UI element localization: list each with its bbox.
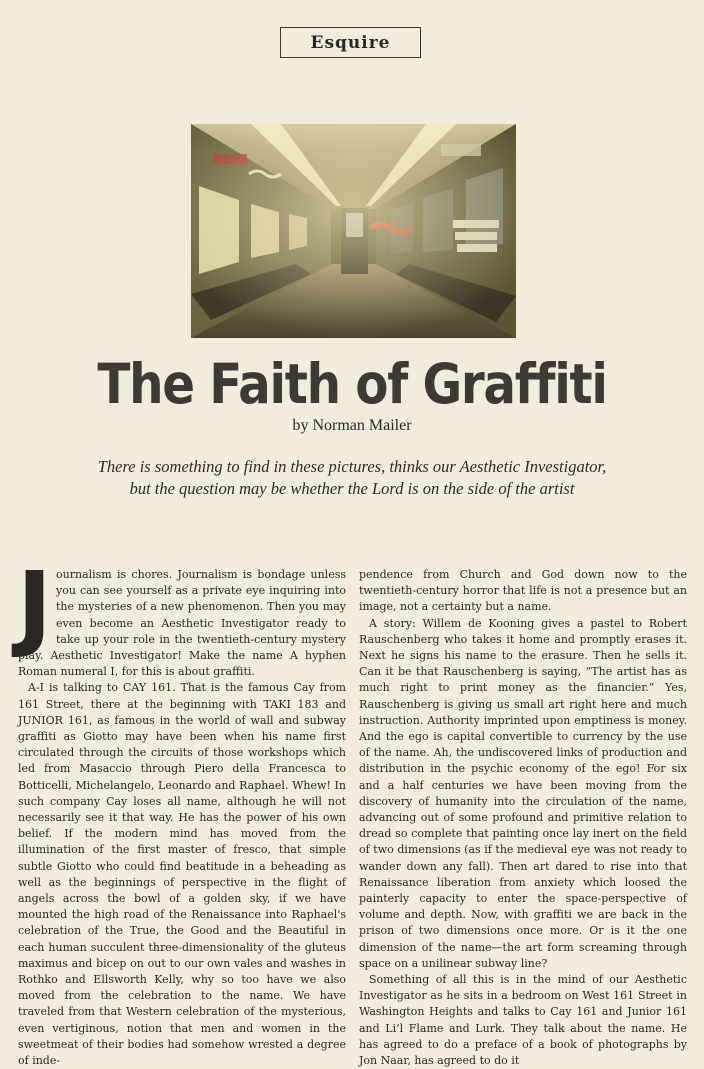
article-title: The Faith of Graffiti <box>97 352 607 416</box>
paragraph: A story: Willem de Kooning gives a pastel to Robert Rauschenberg who takes it home and promptly erases it. Next he signs his name to the erasure. Then he sells it. Can it be that Rauschenberg is saying, “The artist has as much right to print money as the financier.” Yes, Rauschenberg is giving us small art right here and much instruction. Authority imprinted upon emptiness is money. And the ego is capital convertible to currency by the use of the name. Ah, the undiscovered links of production and distribution in the psychic economy of the ego! For six and a half centuries we have been moving from the discovery of humanity into the circulation of the name, advancing out of some profound and primitive relation to dread so complete that painting once lay inert on the field of two dimensions (as if the medieval eye was not ready to wander down any fall). Then art dared to rise into that Renaissance liberation from anxiety which loosed the painterly capacity to enter the space-perspective of volume and depth. Now, with graffiti we are back in the prison of two dimensions once more. Or is it the one dimension of the name—the art form screaming through space on a unilinear subway line? <box>359 616 687 970</box>
deck-line-2: but the question may be whether the Lord is on the side of the artist <box>129 479 575 498</box>
article-deck <box>60 456 644 500</box>
paragraph: Something of all this is in the mind of our Aesthetic Investigator as he sits in a bedroom on West 161 Street in Washington Heights and talks to Cay 161 and Junior 161 and Li’l Flame and Lurk. They talk about the name. He has agreed to do a preface of a book of photographs by Jon Naar, has agreed to do it <box>359 973 687 1068</box>
body-column-right <box>359 567 687 1069</box>
deck-line-1: There is something to find in these pictures, thinks our Aesthetic Investigator, <box>97 457 607 476</box>
subway-car-photo <box>191 124 516 338</box>
byline: by Norman Mailer <box>292 417 412 434</box>
body-column-left <box>17 552 346 1069</box>
paragraph: A-I is talking to CAY 161. That is the famous Cay from 161 Street, there at the beginning with TAKI 183 and JUNIOR 161, as famous in the world of wall and subway graffiti as Giotto may have been when his name first circulated through the circuits of those workshops which led from Masaccio through Piero della Francesca to Botticelli, Michelangelo, Leonardo and Raphael. Whew! In such company Cay loses all name, although he will not necessarily see it that way. He has the power of his own belief. If the modern mind has moved from the illumination of the first master of fresco, that simple subtle Giotto who could find beatitude in a beheading as well as the beginnings of perspective in the flight of angels across the bowl of a golden sky, if we have mounted the high road of the Renaissance into Raphael's celebration of the True, the Good and the Beautiful in each human succulent three-dimensionality of the gluteus maximus and bicep on out to our own vales and washes in Rothko and Ellsworth Kelly, why so too have we also moved from the celebration to the name. We have traveled from that Western celebration of the mysterious, even vertiginous, notion that men and women in the sweetmeat of their bodies had somehow wrested a degree of inde- <box>18 681 346 1068</box>
logo-text: Esquire <box>310 32 391 53</box>
esquire-logo <box>280 27 421 58</box>
paragraph: ournalism is chores. Journalism is bondage unless you can see yourself as a private eye inquiring into the mysteries of a new phenomenon. Then you may even become an Aesthetic Investigator ready to take up your role in the twentieth-century mystery play. Aesthetic Investigator! Make the name A hyphen Roman numeral I, for this is about graffiti. <box>18 568 346 679</box>
drop-cap: J <box>17 552 52 661</box>
paragraph: pendence from Church and God down now to the twentieth-century horror that life is not a presence but an image, not a certainty but a name. <box>359 568 687 614</box>
